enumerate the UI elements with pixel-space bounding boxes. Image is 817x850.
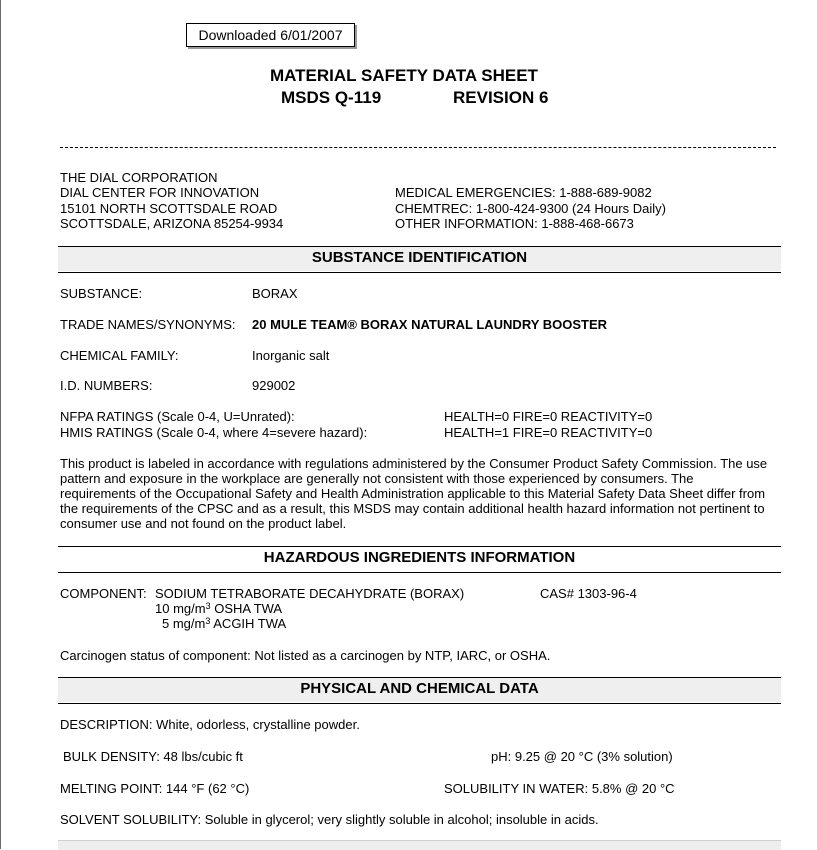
acgih-exponent: 3 — [205, 616, 211, 626]
download-stamp: Downloaded 6/01/2007 — [186, 23, 355, 47]
osha-standard: OSHA TWA — [210, 601, 283, 616]
acgih-limit — [162, 616, 286, 631]
description: DESCRIPTION: White, odorless, crystalline powder. — [60, 717, 360, 732]
company-name: THE DIAL CORPORATION — [60, 170, 218, 185]
substance-label: SUBSTANCE: — [60, 286, 143, 301]
melting-point: MELTING POINT: 144 °F (62 °C) — [60, 781, 250, 796]
id-numbers-label: I.D. NUMBERS: — [60, 378, 153, 393]
nfpa-ratings-label: NFPA RATINGS (Scale 0-4, U=Unrated): — [60, 409, 295, 424]
company-center: DIAL CENTER FOR INNOVATION — [60, 185, 260, 200]
chemtrec-contact: CHEMTREC: 1-800-424-9300 (24 Hours Daily) — [395, 201, 666, 216]
section-physical-chemical-data: PHYSICAL AND CHEMICAL DATA — [58, 677, 781, 702]
acgih-standard: ACGIH TWA — [210, 616, 287, 631]
solubility-in-water: SOLUBILITY IN WATER: 5.8% @ 20 °C — [444, 781, 675, 796]
trade-names-value: 20 MULE TEAM® BORAX NATURAL LAUNDRY BOOSTER — [252, 317, 608, 332]
hmis-ratings-value: HEALTH=1 FIRE=0 REACTIVITY=0 — [444, 425, 653, 440]
id-numbers-value: 929002 — [252, 378, 296, 393]
medical-emergencies: MEDICAL EMERGENCIES: 1-888-689-9082 — [395, 185, 652, 200]
section-hazardous-ingredients: HAZARDOUS INGREDIENTS INFORMATION — [58, 546, 781, 571]
chemical-family-label: CHEMICAL FAMILY: — [60, 348, 179, 363]
cpsc-notice: This product is labeled in accordance with regulations administered by the Consumer Product Safety Commission. The use pattern and exposure in the workplace are generally not consistent with those experienced by consumers. The requirements of the Occupational Safety and Health Administration applicable to this Material Safety Data Sheet differ from the requirements of the CPSC and as a result, this MSDS may contain additional health hazard information not pertinent to consumer use and not found on the product label. — [60, 456, 768, 531]
section-substance-identification: SUBSTANCE IDENTIFICATION — [58, 246, 781, 271]
chemical-family-value: Inorganic salt — [252, 348, 330, 363]
osha-exponent: 3 — [205, 601, 211, 611]
msds-number: MSDS Q-119 — [281, 88, 382, 107]
osha-amount: 10 mg/m — [155, 601, 206, 616]
solvent-solubility: SOLVENT SOLUBILITY: Soluble in glycerol; very slightly soluble in alcohol; insoluble in acids. — [60, 812, 599, 827]
acgih-amount: 5 mg/m — [162, 616, 206, 631]
component-value: SODIUM TETRABORATE DECAHYDRATE (BORAX) — [155, 586, 465, 601]
substance-value: BORAX — [252, 286, 298, 301]
ph-value: pH: 9.25 @ 20 °C (3% solution) — [491, 749, 673, 764]
bulk-density: BULK DENSITY: 48 lbs/cubic ft — [63, 749, 243, 764]
revision-number: REVISION 6 — [453, 88, 549, 107]
osha-limit — [155, 601, 282, 616]
component-label: COMPONENT: — [60, 586, 147, 601]
cas-number: CAS# 1303-96-4 — [540, 586, 637, 601]
other-information: OTHER INFORMATION: 1-888-468-6673 — [395, 216, 634, 231]
document-title: MATERIAL SAFETY DATA SHEET — [270, 66, 538, 85]
dashed-divider — [60, 147, 776, 148]
hmis-ratings-label: HMIS RATINGS (Scale 0-4, where 4=severe hazard): — [60, 425, 368, 440]
nfpa-ratings-value: HEALTH=0 FIRE=0 REACTIVITY=0 — [444, 409, 653, 424]
carcinogen-status: Carcinogen status of component: Not listed as a carcinogen by NTP, IARC, or OSHA. — [60, 648, 551, 663]
company-city: SCOTTSDALE, ARIZONA 85254-9934 — [60, 216, 284, 231]
company-street: 15101 NORTH SCOTTSDALE ROAD — [60, 201, 278, 216]
trade-names-label: TRADE NAMES/SYNONYMS: — [60, 317, 236, 332]
